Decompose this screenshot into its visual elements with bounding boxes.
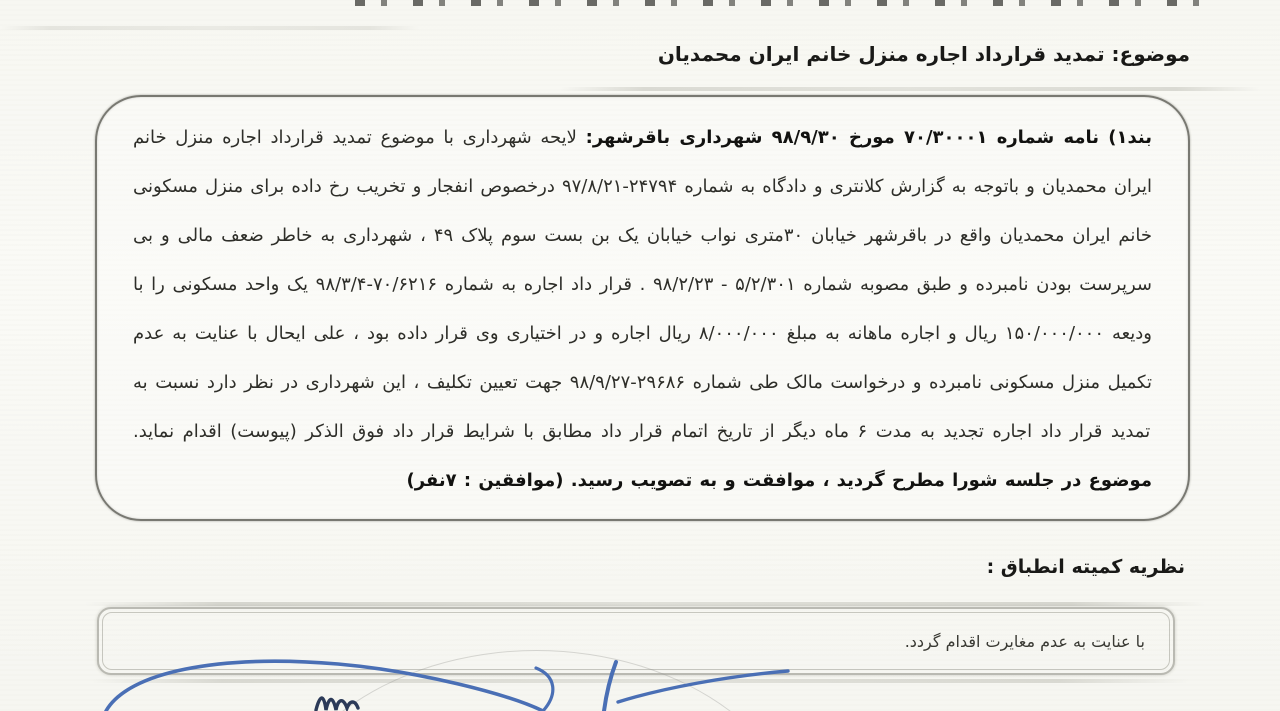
- scan-streak: [560, 87, 1260, 91]
- clause-body-text: لایحه شهرداری با موضوع تمدید قرارداد اجاره منزل خانم ایران محمدیان و باتوجه به گزارش کلانتری و دادگاه به شماره ۲۴۷۹۴-۹۷/۸/۲۱ درخصوص انفجار و تخریب رخ داده برای منزل مسکونی خانم ایران محمدیان واقع در باقرشهر خیابان ۳۰متری نواب خیابان یک بن بست سوم پلاک ۴۹ ، شهرداری به خاطر ضعف مالی و بی سرپرست بودن نامبرده و طبق مصوبه شماره ۵/۲/۳۰۱ - ۹۸/۲/۲۳ . قرار داد اجاره به شماره ۷۰/۶۲۱۶-۹۸/۳/۴ یک واحد مسکونی را با ودیعه ۱۵۰/۰۰۰/۰۰۰ ریال و اجاره ماهانه به مبلغ ۸/۰۰۰/۰۰۰ ریال اجاره و در اختیاری وی قرار داده بود ، علی ایحال با عنایت به عدم تکمیل منزل مسکونی نامبرده و درخواست مالک طی شماره ۲۹۶۸۶-۹۸/۹/۲۷ جهت تعیین تکلیف ، این شهرداری در نظر دارد نسبت به تمدید قرار داد اجاره تجدید به مدت ۶ ماه دیگر از تاریخ اتمام قرار داد مطابق با شرایط قرار داد فوق الذکر (پیوست) اقدام نماید.: [133, 127, 1153, 442]
- scan-streak: [0, 26, 420, 30]
- subject-heading: موضوع: تمدید قرارداد اجاره منزل خانم ایران محمدیان: [657, 42, 1190, 66]
- committee-opinion-heading: نظریه کمیته انطباق :: [986, 556, 1185, 578]
- clause-box: [95, 95, 1190, 521]
- signature-ink: [88, 654, 808, 711]
- council-resolution-bold: موضوع در جلسه شورا مطرح گردید ، موافقت و به تصویب رسید. (موافقین : ۷نفر): [406, 470, 1152, 491]
- committee-note-text: با عنایت به عدم مغایرت اقدام گردد.: [904, 631, 1145, 651]
- clause-lead-bold: بند۱) نامه شماره ۷۰/۳۰۰۰۱ مورخ ۹۸/۹/۳۰ شهرداری باقرشهر:: [585, 127, 1152, 148]
- clipped-top-text-remnant: [355, 0, 1215, 6]
- scan-streak: [85, 602, 1205, 606]
- clause-paragraph: [133, 113, 1152, 505]
